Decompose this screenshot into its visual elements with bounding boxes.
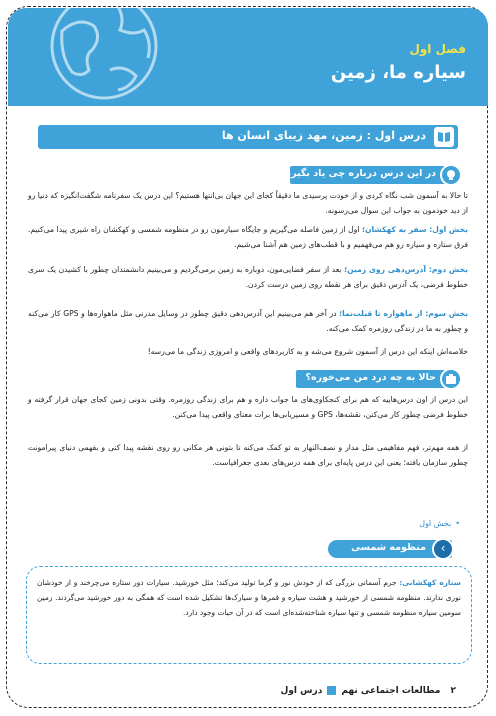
info-box-text	[37, 575, 461, 620]
part3-paragraph	[28, 306, 468, 336]
part2-paragraph	[28, 262, 468, 292]
footer-lesson-label: درس اول	[280, 686, 323, 696]
section-title-learn: در این درس درباره چی یاد بگیریم؟	[274, 168, 436, 179]
part2-text: بعد از سفر فضایی‌مون، دوباره به زمین برمی‌گردیم و می‌بینیم دانشمندان چطور با کشیدن یک سری خطوط فرضی، یک آدرس دقیق برای هر نقطه روی زمین درست کردن.	[28, 265, 468, 290]
part3-label: بخش سوم: از ماهواره تا قبلت‌نما؛	[339, 309, 468, 318]
chapter-header	[8, 8, 488, 106]
footer-square-icon	[327, 686, 336, 695]
lesson-title-bar	[38, 125, 458, 149]
section-bar-use	[296, 370, 460, 388]
part1-text: اول از زمین فاصله می‌گیریم و جایگاه سیارمون رو در منظومه شمسی و کهکشان راه شیری پیدا می‌کنیم. فرق ستاره و سیاره رو هم می‌فهمیم و با قطب‌های زمین هم آشنا می‌شیم.	[28, 225, 468, 250]
use-paragraph-1: این درس از اون درس‌هاییه که هم برای کنجکاوی‌های ما جواب داره و هم برای زندگی روزمره. وقتی بدونی زمین کجای جهان قرار گرفته و خطوط فرضی چطور کار می‌کنن، نقشه‌ها، GPS و مسیریابی‌ها برات معنای واقعی پیدا می‌کنن.	[28, 395, 468, 420]
box-label-bar	[328, 540, 452, 558]
page-number: ۲	[450, 686, 456, 696]
closing-paragraph: خلاصه‌اش اینکه این درس از آسمون شروع می‌شه و به کاربردهای واقعی و امروزی زندگی ما می‌رسه!	[147, 347, 468, 356]
part1-paragraph	[28, 222, 468, 252]
info-box	[26, 566, 472, 664]
book-title: مطالعات اجتماعی نهم	[341, 686, 441, 696]
lesson-title: درس اول : زمین، مهد زیبای انسان ها	[221, 129, 426, 142]
section-title-use: حالا به چه درد من می‌خوره؟	[305, 372, 436, 383]
chapter-label: فصل اول	[409, 42, 466, 56]
part2-label: بخش دوم: آدرس‌دهی روی زمین؛	[344, 265, 468, 274]
book-icon	[434, 127, 454, 147]
use-paragraph-2: از همه مهم‌تر، فهم مفاهیمی مثل مدار و نصف‌النهار به تو کمک می‌کنه تا بتونی هر مکانی رو روی نقشه پیدا کنی و بفهمی دنیای پیرامونت چطور سازمان یافته؛ یعنی این درس پایه‌ای برای همه درس‌های بعدی جغرافیاست.	[28, 443, 468, 468]
page-footer	[280, 686, 456, 696]
box-label: منظومه شمسی	[351, 542, 426, 553]
bullet-part1: • بخش اول	[419, 519, 460, 528]
lightbulb-icon	[440, 164, 462, 186]
part1-label: بخش اول: سفر به کهکشان؛	[361, 225, 468, 234]
globe-icon	[44, 8, 164, 106]
briefcase-icon	[440, 368, 462, 390]
section-bar-learn	[274, 166, 460, 184]
intro-paragraph: تا حالا به آسمون شب نگاه کردی و از خودت پرسیدی ما دقیقاً کجای این جهان بی‌انتها هستیم؟ این درس یک سفرنامه شگفت‌انگیزه که دنیا رو از دید خودمون به جواب این سوال می‌رسونه.	[28, 191, 468, 216]
chevron-left-icon: ‹	[432, 538, 454, 560]
info-box-term: ستاره کهکشانی:	[399, 578, 461, 587]
info-box-body: جرم آسمانی بزرگی که از خودش نور و گرما تولید می‌کند؛ مثل خورشید. سیارات دور ستاره می‌چرخند و از خودشان نوری ندارند. منظومه شمسی از خورشید و هشت سیاره و قمرها و سیارک‌ها تشکیل شده است که همگی به دور خورشید می‌گردند. زمین سومین سیاره منظومه شمسی و تنها سیاره شناخته‌شده‌ای است که در آن حیات وجود دارد.	[37, 578, 461, 617]
part3-text: در آخر هم می‌بینیم این آدرس‌دهی دقیق چطور در وسایل مدرنی مثل ماهواره‌ها و GPS کار می‌کنه و چطور به ما در زندگی روزمره کمک می‌کنه.	[28, 309, 468, 334]
chapter-title: سیاره ما، زمین	[330, 62, 466, 83]
